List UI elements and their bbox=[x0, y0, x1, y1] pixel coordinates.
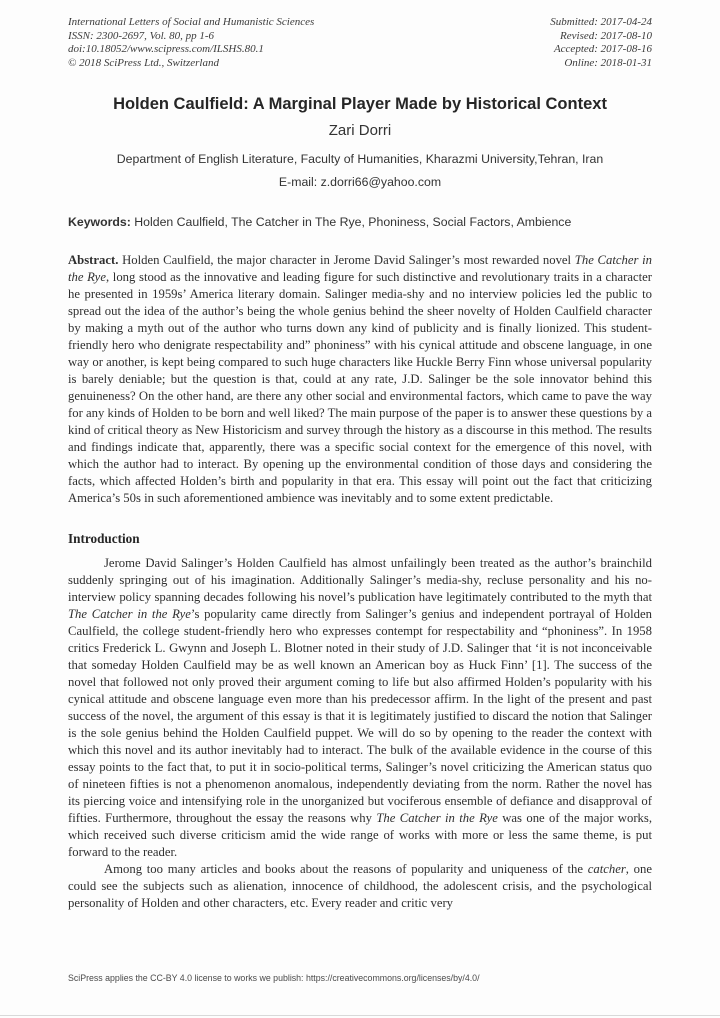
article-dates bbox=[550, 16, 652, 70]
journal-name: International Letters of Social and Humanistic Sciences bbox=[68, 16, 315, 28]
paper-title: Holden Caulfield: A Marginal Player Made by Historical Context bbox=[113, 95, 607, 114]
section-heading-introduction: Introduction bbox=[68, 531, 140, 547]
author-affiliation: Department of English Literature, Faculty of Humanities, Kharazmi University,Tehran, Iran bbox=[116, 152, 604, 167]
license-footer: SciPress applies the CC-BY 4.0 license to works we publish: https://creativecommons.org/licenses/by/4.0/ bbox=[68, 973, 480, 983]
keywords-list: Holden Caulfield, The Catcher in The Rye, Phoniness, Social Factors, Ambience bbox=[130, 215, 572, 230]
author-email: E-mail: z.dorri66@yahoo.com bbox=[278, 175, 442, 190]
accepted-date: Accepted: 2017-08-16 bbox=[553, 43, 652, 56]
journal-header bbox=[68, 16, 652, 70]
abstract-paragraph: Abstract. Holden Caulfield, the major character in Jerome David Salinger’s most rewarded novel The Catcher in the Rye, long stood as the innovative and leading figure for such distinctive and revolutionary traits in a character he presented in 1959s’ America literary domain. Salinger media-shy and no interview policies led the public to spread out the idea of the author’s being the whole genius behind the sheer novelty of Holden Caulfield character by making a myth out of the author who turns down any kind of publicity and is finally lionized. This student-friendly hero who denigrate respectability and” phoniness” with his cynical attitude and obscene language, in one way or another, is kept being compared to such huge characters like Huckle Berry Finn whose universal popularity is barely deniable; but the question is that, could at any rate, J.D. Salinger be the sole innovator behind this genuineness? On the other hand, are there any other social and environmental factors, which came to pave the way for any kinds of Holden to be born and well liked? The main purpose of the paper is to answer these questions by a kind of critical theory as New Historicism and survey through the history as a discourse in this method. The results and findings indicate that, apparently, there was a specific social context for the emergence of this novel, with which the author had to interact. By opening up the environmental condition of those days and considering the facts, which affected Holden’s birth and popularity in that era. This essay will point out the fact that criticizing America’s 50s in such aforementioned ambience was inevitably and to some extent predictable. bbox=[68, 253, 653, 506]
introduction-paragraph-1: Jerome David Salinger’s Holden Caulfield has almost unfailingly been treated as the author’s brainchild suddenly springing out of his imagination. Additionally Salinger’s media-shy, recluse personality and his no-interview policy spanning decades following his novel’s publication have legitimately contributed to the myth that The Catcher in the Rye’s popularity came directly from Salinger’s genius and independent portrayal of Holden Caulfield, the college student-friendly hero who expresses contempt for respectability and “phoniness”. In 1958 critics Frederick L. Gwynn and Joseph L. Blotner noted in their study of J.D. Salinger that ‘it is not inconceivable that someday Holden Caulfield may be as well known an American boy as Huck Finn’ [1]. The success of the novel that followed not only proved their argument coming to life but also affirmed Holden’s popularity with his cynical attitude and obscene language even more than his predecessor affirm. In the light of the present and past success of the novel, the argument of this essay is that it is legitimately justified to discard the notion that Salinger is the sole genius behind the Holden Caulfield puppet. We will do so by opening to the reader the context with which this novel and its author inevitably had to interact. The bulk of the available evidence in the course of this essay points to the fact that, to put it in socio-political terms, Salinger’s novel criticizing the American status quo of nineteen fifties is not a phenomenon anomalous, independently deviating from the norm. Rather the novel has its piercing voice and intensifying role in the unorganized but vociferous ensemble of defiance and disapproval of fifties. Furthermore, throughout the essay the reasons why The Catcher in the Rye was one of the major works, which received such diverse criticism amid the wide range of works with more or less the same theme, is put forward to the reader. bbox=[68, 556, 652, 860]
journal-copyright: © 2018 SciPress Ltd., Switzerland bbox=[68, 56, 219, 69]
online-date: Online: 2018-01-31 bbox=[564, 56, 652, 69]
keywords-line bbox=[68, 215, 652, 229]
journal-info bbox=[68, 16, 314, 70]
author-name: Zari Dorri bbox=[328, 122, 392, 140]
keywords-label: Keywords: bbox=[68, 215, 131, 230]
revised-date: Revised: 2017-08-10 bbox=[560, 29, 652, 42]
introduction-paragraph-2: Among too many articles and books about the reasons of popularity and uniqueness of the catcher, one could see the subjects such as alienation, innocence of childhood, the adolescent crisis, and the psychological personality of Holden and other characters, etc. Every reader and critic very bbox=[68, 862, 652, 911]
journal-issn-volume: ISSN: 2300-2697, Vol. 80, pp 1-6 bbox=[68, 29, 215, 42]
page-scan-edge bbox=[0, 1015, 720, 1016]
journal-doi: doi:10.18052/www.scipress.com/ILSHS.80.1 bbox=[68, 43, 264, 56]
submitted-date: Submitted: 2017-04-24 bbox=[550, 16, 652, 28]
